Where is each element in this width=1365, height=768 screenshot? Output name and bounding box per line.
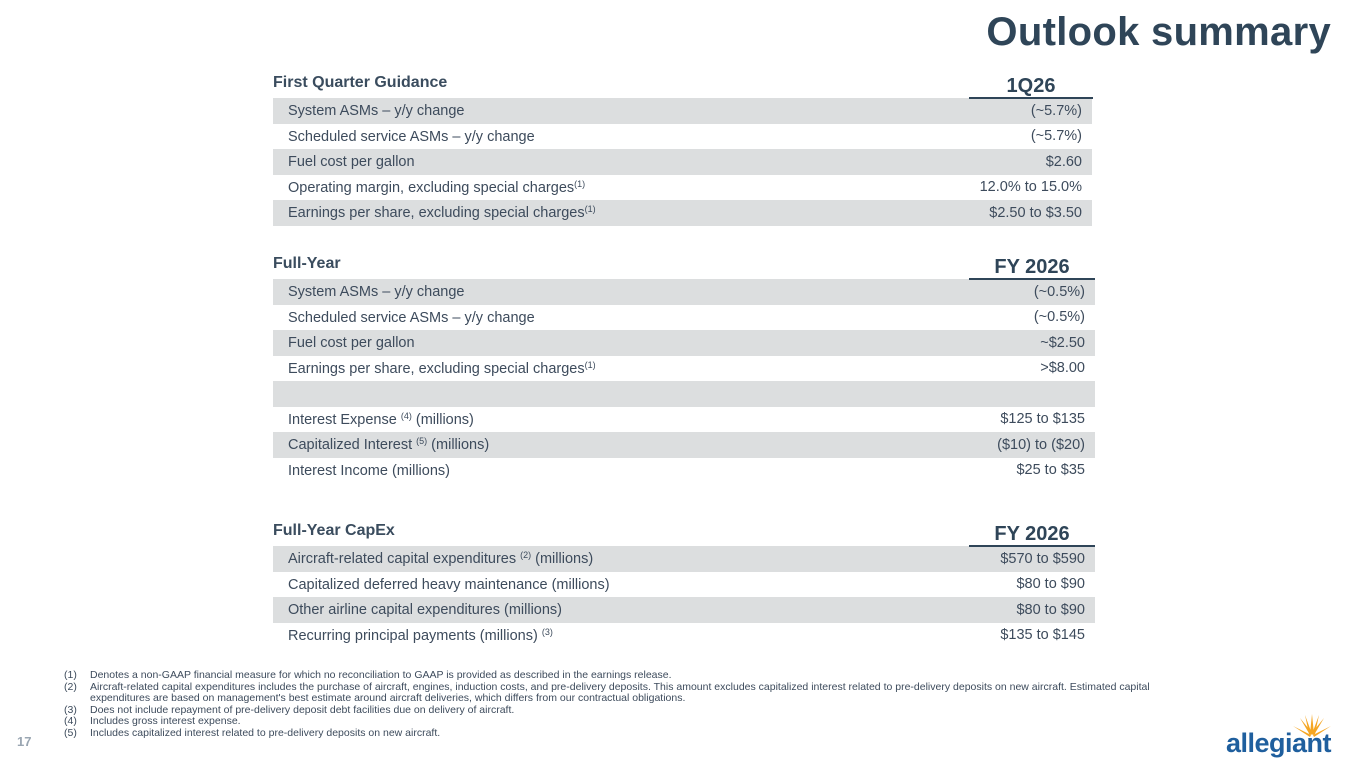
row-value: $80 to $90 [1016,601,1085,618]
row-label: Fuel cost per gallon [288,335,415,352]
guidance-table [273,279,1095,483]
logo-wordmark: allegiant [1226,728,1332,758]
row-label: Interest Income (millions) [288,462,450,479]
footnote-ref: (1) [584,359,596,370]
row-label: Earnings per share, excluding special charges$^{(1)}$ [288,204,596,222]
table-row [273,623,1095,649]
footnote-number: (3) [64,703,77,716]
row-label: Aircraft-related capital expenditures $^{(2)}$ (millions) [288,550,594,568]
footnote [64,670,1184,682]
footnote-text: Includes gross interest expense. [90,715,241,727]
q1-guidance-section [273,72,1092,226]
footnote-ref: (2) [520,550,532,561]
row-value: $80 to $90 [1016,576,1085,593]
row-value: (~0.5%) [1033,309,1085,326]
row-value: ~$2.50 [1040,334,1085,351]
section-header [273,253,1095,279]
table-row [273,279,1095,305]
footnotes [64,670,1184,739]
footnote-text: Includes capitalized interest related to pre-delivery deposits on new aircraft. [90,726,441,739]
row-label: Capitalized Interest $^{(5)}$ (millions) [288,436,490,454]
guidance-table [273,546,1095,648]
footnote [64,682,1184,705]
footnote-number: (4) [64,715,77,727]
capex-section [273,520,1095,648]
full-year-section [273,253,1095,483]
table-row [273,572,1095,598]
column-header: 1Q26 [969,76,1093,99]
footnote [64,728,1184,740]
table-row [273,381,1095,407]
table-row [273,330,1095,356]
table-row [273,432,1095,458]
row-value: (~5.7%) [1030,102,1082,119]
allegiant-logo [1226,712,1350,758]
row-label: Operating margin, excluding special charges$^{(1)}$ [288,178,586,196]
section-header [273,72,1092,98]
page-title: Outlook summary [986,10,1331,54]
table-row [273,458,1095,484]
row-value: ($10) to ($20) [997,436,1085,453]
row-value: 12.0% to 15.0% [979,179,1082,196]
column-header: FY 2026 [969,257,1095,280]
row-value: $125 to $135 [1000,411,1085,428]
column-header: FY 2026 [969,524,1095,547]
row-value: $135 to $145 [1000,627,1085,644]
row-value: $2.50 to $3.50 [989,204,1082,221]
row-value: $2.60 [1045,153,1082,170]
footnote-number: (5) [64,726,77,739]
row-value: $25 to $35 [1016,462,1085,479]
section-label: Full-Year [273,255,341,272]
row-label: Interest Expense $^{(4)}$ (millions) [288,410,474,428]
section-header [273,520,1095,546]
page-number: 17 [17,734,32,749]
table-row [273,546,1095,572]
footnote-text: Does not include repayment of pre-delivery deposit debt facilities due on delivery of aircraft. [90,703,515,716]
footnote-text: Denotes a non-GAAP financial measure for which no reconciliation to GAAP is provided as described in the earnings release. [90,669,672,681]
table-row [273,98,1092,124]
table-row [273,175,1092,201]
table-row [273,124,1092,150]
row-value: (~0.5%) [1033,283,1085,300]
row-label: System ASMs – y/y change [288,103,465,120]
footnote-text: Aircraft-related capital expenditures includes the purchase of aircraft, engines, induction costs, and pre-delivery deposits. This amount excludes capitalized interest related to pre-delivery deposits on new aircraft. Estimated capital expenditures are based on management's best estimate around aircraft deliveries, which differs from our contractual obligations. [90,680,1150,704]
row-label: Scheduled service ASMs – y/y change [288,309,535,326]
footnote-number: (2) [64,680,77,693]
footnote [64,716,1184,728]
row-value: $570 to $590 [1000,550,1085,567]
row-label: Scheduled service ASMs – y/y change [288,128,535,145]
row-value: >$8.00 [1040,360,1085,377]
footnote-ref: (1) [574,178,586,189]
table-row [273,407,1095,433]
table-row [273,149,1092,175]
row-label: System ASMs – y/y change [288,284,465,301]
row-label: Other airline capital expenditures (millions) [288,602,563,619]
table-row [273,597,1095,623]
row-label: Fuel cost per gallon [288,154,415,171]
section-label: First Quarter Guidance [273,74,448,91]
footnote-ref: (1) [584,204,596,215]
row-label: Earnings per share, excluding special charges$^{(1)}$ [288,359,596,377]
row-label: Capitalized deferred heavy maintenance (millions) [288,576,610,593]
guidance-table [273,98,1092,226]
table-row [273,305,1095,331]
footnote-ref: (4) [400,410,412,421]
section-label: Full-Year CapEx [273,522,395,539]
footnote-number: (1) [64,669,77,681]
table-row [273,200,1092,226]
table-row [273,356,1095,382]
footnote-ref: (5) [416,436,428,447]
row-value: (~5.7%) [1030,128,1082,145]
footnote-ref: (3) [541,626,553,637]
row-label: Recurring principal payments (millions) $^{(3)}$ [288,626,553,644]
